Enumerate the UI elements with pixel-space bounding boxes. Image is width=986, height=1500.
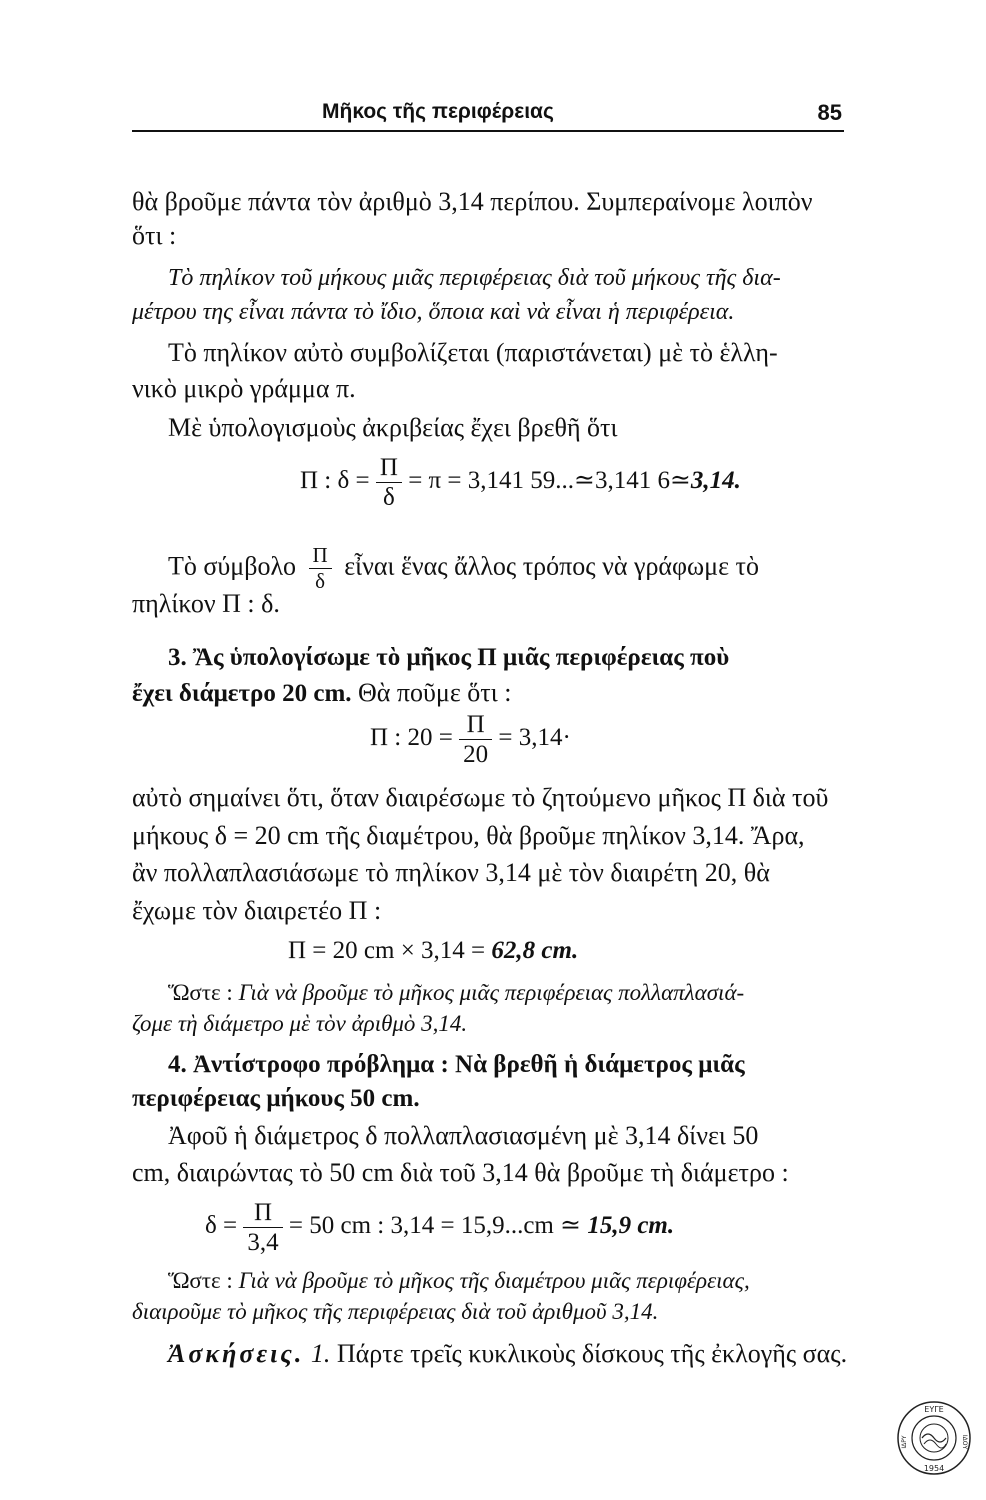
equation-perimeter-ratio [370,712,571,767]
equation-pi-definition [300,455,741,510]
symbol-lead: Τὸ σύμβολο [168,551,297,581]
symbol-fraction [309,545,332,592]
exercises-line [168,1338,847,1370]
eq4-fraction [243,1200,282,1255]
seal-side-text: ΙΔΡΥ [901,1435,908,1449]
page-number: 85 [817,100,842,125]
eq4-denominator: 3,4 [243,1227,282,1255]
exercises-label: Ἀσκήσεις. [168,1339,305,1368]
exercise-number: 1. [304,1339,331,1368]
equation-diameter [205,1200,674,1255]
eq1-numerator: Π [379,454,398,481]
eq4-result: 15,9 cm. [587,1212,675,1240]
text-line: πηλίκον Π : δ. [132,589,280,618]
header-title: Μῆκος τῆς περιφέρειας [322,100,554,123]
seal-year: 1954 [923,1464,945,1473]
text-line: μήκους δ = 20 cm τῆς διαμέτρου, θὰ βροῦμε πηλίκον 3,14. Ἄρα, [132,821,805,850]
rule-line [168,977,744,1009]
rule-lead: Ὥστε : [168,1268,239,1293]
text-line: cm, διαιρώντας τὸ 50 cm διὰ τοῦ 3,14 θὰ βροῦμε τὴ διάμετρο : [132,1158,789,1187]
eq2-numerator: Π [466,711,485,738]
eq2-lhs: Π : 20 = [370,724,453,752]
eq2-denominator: 20 [459,739,492,767]
symbol-denominator: δ [309,568,332,592]
eq1-fraction [376,455,402,510]
text-line: αὐτὸ σημαίνει ὅτι, ὅταν διαιρέσωμε τὸ ζητούμενο μῆκος Π διὰ τοῦ [132,783,829,812]
eq2-rhs: = 3,14· [498,724,571,752]
text-line [132,677,511,710]
rule-line: διαιροῦμε τὸ μῆκος τῆς περιφέρειας διὰ τοῦ ἀριθμοῦ 3,14. [132,1299,659,1324]
rule-line: ζομε τὴ διάμετρο μὲ τὸν ἀριθμὸ 3,14. [132,1011,468,1036]
text-line: νικὸ μικρὸ γράμμα π. [132,374,356,403]
text-line: ἂν πολλαπλασιάσωμε τὸ πηλίκον 3,14 μὲ τὸν διαιρέτη 20, θὰ [132,858,770,887]
section-3-heading-end: ἔχει διάμετρο 20 cm. [132,680,352,707]
eq1-rhs-italic: 3,14. [690,467,741,495]
text-line: Μὲ ὑπολογισμοὺς ἀκριβείας ἔχει βρεθῆ ὅτι [168,413,618,442]
rule-text: Γιὰ νὰ βροῦμε τὸ μῆκος τῆς διαμέτρου μιᾶς περιφέρειας, [238,1268,750,1293]
italic-rule-line: Τὸ πηλίκον τοῦ μήκους μιᾶς περιφέρειας διὰ τοῦ μήκους τῆς δια- [168,265,781,291]
library-seal-icon [896,1400,972,1476]
eq4-numerator: Π [253,1199,273,1226]
section-3-heading: 3. Ἂς ὑπολογίσωμε τὸ μῆκος Π μιᾶς περιφέρειας ποὺ [168,644,730,671]
symbol-numerator: Π [312,543,328,567]
seal-right-text: ΙΔΟΥ [961,1434,968,1450]
symbol-rest: εἶναι ἕνας ἄλλος τρόπος νὰ γράφωμε τὸ [344,551,759,581]
equation-perimeter-result [288,937,578,965]
rule-line [168,1265,750,1297]
exercise-text: Πάρτε τρεῖς κυκλικοὺς δίσκους τῆς ἐκλογῆς σας. [330,1339,848,1368]
eq3-result: 62,8 cm. [491,937,579,964]
text-line: ἔχωμε τὸν διαιρετέο Π : [132,896,382,925]
eq1-denominator: δ [376,482,402,510]
running-header [132,100,844,132]
text-line [168,545,759,592]
italic-rule-line: μέτρου της εἶναι πάντα τὸ ἴδιο, ὅποια καὶ νὰ εἶναι ἡ περιφέρεια. [132,299,735,325]
eq2-fraction [459,712,492,767]
text-line: ὅτι : [132,221,177,250]
section-4-heading: 4. Ἀντίστροφο πρόβλημα : Νὰ βρεθῆ ἡ διάμετρος μιᾶς [168,1051,745,1078]
rule-text: Γιὰ νὰ βροῦμε τὸ μῆκος μιᾶς περιφέρειας πολλαπλασιά- [238,980,745,1005]
section-4-heading: περιφέρειας μήκους 50 cm. [132,1085,420,1112]
eq4-rhs: = 50 cm : 3,14 = 15,9...cm ≃ [288,1212,582,1240]
eq4-lhs: δ = [205,1212,238,1240]
eq1-lhs: Π : δ = [300,467,370,495]
eq3-main: Π = 20 cm × 3,14 = [288,937,486,964]
seal-top-text: ΕΥΓΕ [924,1405,944,1414]
text-line: θὰ βροῦμε πάντα τὸν ἀριθμὸ 3,14 περίπου. Συμπεραίνομε λοιπὸν [132,187,813,216]
text-line: Ἀφοῦ ἡ διάμετρος δ πολλαπλασιασμένη μὲ 3,14 δίνει 50 [168,1121,759,1150]
text-line: Τὸ πηλίκον αὐτὸ συμβολίζεται (παριστάνεται) μὲ τὸ ἑλλη- [168,338,778,367]
eq1-rhs: = π = 3,141 59...≃3,141 6≃ [408,467,691,495]
section-3-rest: Θὰ ποῦμε ὅτι : [351,678,512,707]
rule-lead: Ὥστε : [168,980,239,1005]
